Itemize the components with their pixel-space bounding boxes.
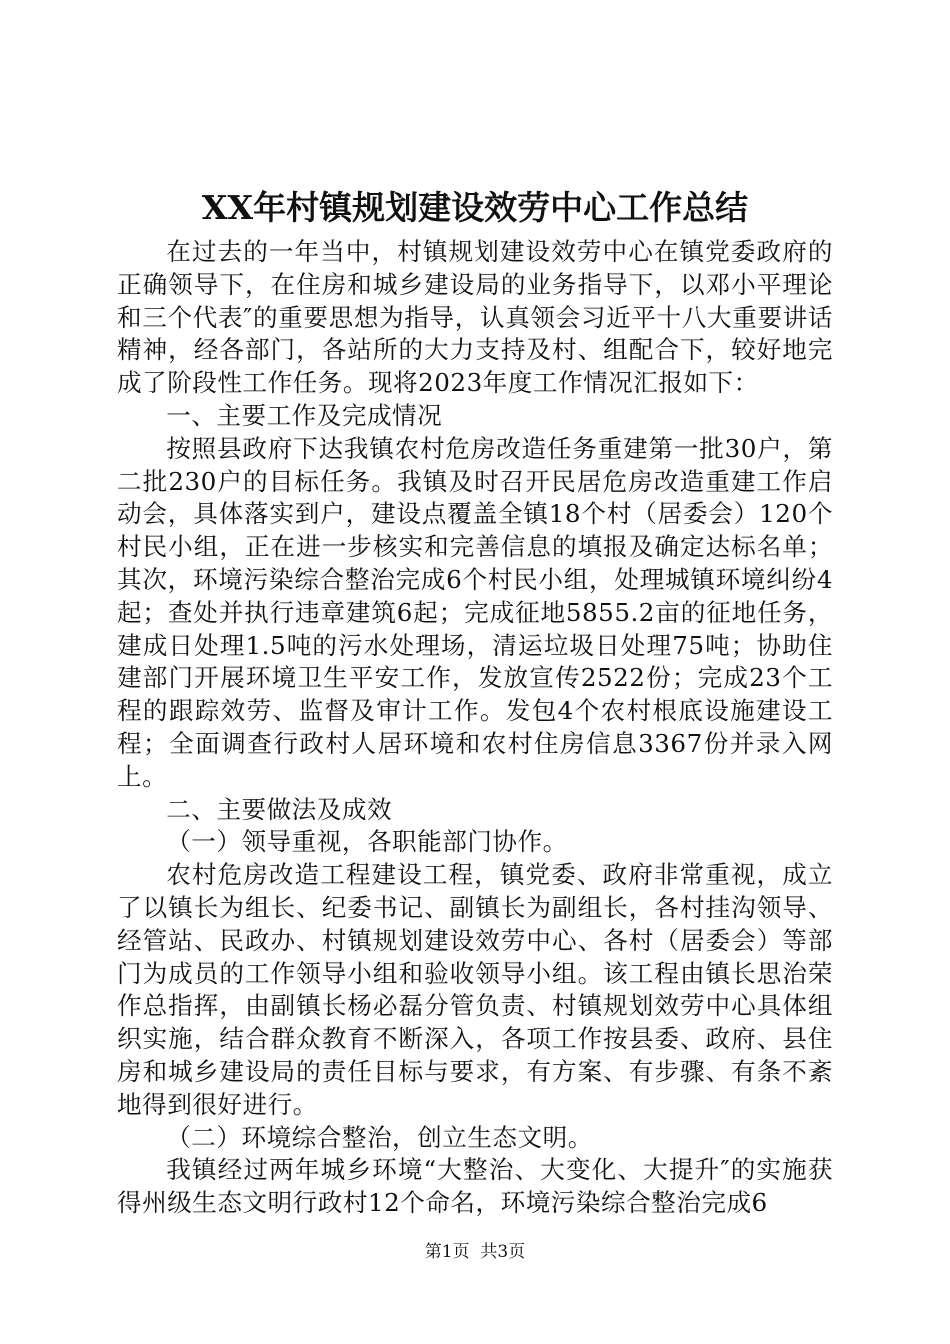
document-body (117, 236, 833, 1220)
subheading-2: （二）环境综合整治，创立生态文明。 (166, 1122, 593, 1152)
subheading-1: （一）领导重视，各职能部门协作。 (166, 827, 568, 857)
page-total: 共3页 (480, 1242, 526, 1262)
paragraph-leadership: 农村危房改造工程建设工程，镇党委、政府非常重视，成立了以镇长为组长、纪委书记、副镇长为副组长，各村挂沟领导、经管站、民政办、村镇规划建设效劳中心、各村（居委会）等部门为成员的工作领导小组和验收领导小组。该工程由镇长思治荣作总指挥，由副镇长杨必磊分管负责、村镇规划效劳中心具体组织实施，结合群众教育不断深入，各项工作按县委、政府、县住房和城乡建设局的责任目标与要求，有方案、有步骤、有条不紊地得到很好进行。 (117, 860, 833, 1119)
page-footer (0, 1240, 950, 1264)
page-number: 第1页 (424, 1242, 470, 1262)
paragraph-intro: 在过去的一年当中，村镇规划建设效劳中心在镇党委政府的正确领导下，在住房和城乡建设局的业务指导下，以邓小平理论和三个代表″的重要思想为指导，认真领会习近平十八大重要讲话精神，经各部门，各站所的大力支持及村、组配合下，较好地完成了阶段性工作任务。现将2023年度工作情况汇报如下： (117, 237, 833, 398)
section-heading-2: 二、主要做法及成效 (166, 794, 393, 824)
document-title: XX年村镇规划建设效劳中心工作总结 (201, 188, 749, 227)
paragraph-environment: 我镇经过两年城乡环境“大整治、大变化、大提升″的实施获得州级生态文明行政村12个命名，环境污染综合整治完成6 (117, 1155, 833, 1218)
section-heading-1: 一、主要工作及完成情况 (166, 400, 443, 430)
paragraph-main-work: 按照县政府下达我镇农村危房改造任务重建第一批30户，第二批230户的目标任务。我镇及时召开民居危房改造重建工作启动会，具体落实到户，建设点覆盖全镇18个村（居委会）120个村民小组，正在进一步核实和完善信息的填报及确定达标名单；其次，环境污染综合整治完成6个村民小组，处理城镇环境纠纷4起；查处并执行违章建筑6起；完成征地5855.2亩的征地任务，建成日处理1.5吨的污水处理场，清运垃圾日处理75吨；协助住建部门开展环境卫生平安工作，发放宣传2522份；完成23个工程的跟踪效劳、监督及审计工作。发包4个农村根底设施建设工程；全面调查行政村人居环境和农村住房信息3367份并录入网上。 (117, 433, 833, 791)
